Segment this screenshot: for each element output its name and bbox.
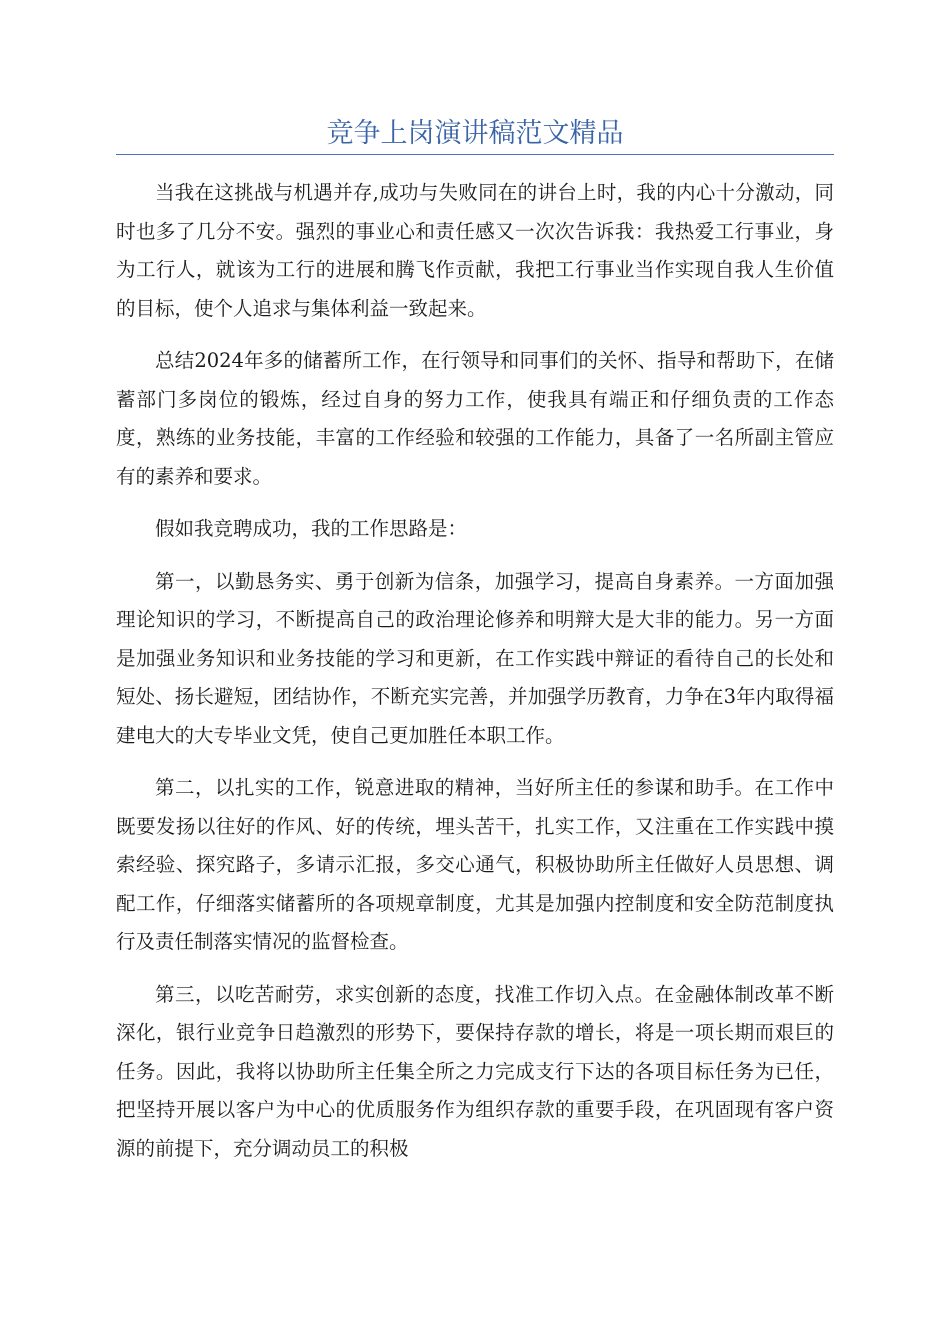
paragraph-3: 假如我竞聘成功，我的工作思路是：	[155, 517, 468, 540]
paragraph-6: 第三，以吃苦耐劳，求实创新的态度，找准工作切入点。在金融体制改革不断深化，银行业竞争日趋激烈的形势下，要保持存款的增长，将是一项长期而艰巨的任务。因此，我将以协助所主任集全所之力完成支行下达的各项目标任务为已任，把坚持开展以客户为中心的优质服务作为组织存款的重要手段，在巩固现有客户资源的前提下，充分调动员工的积极	[116, 982, 834, 1160]
title-divider	[116, 154, 834, 155]
paragraph-4: 第一，以勤恳务实、勇于创新为信条，加强学习，提高自身素养。一方面加强理论知识的学习，不断提高自己的政治理论修养和明辩大是大非的能力。另一方面是加强业务知识和业务技能的学习和更新，在工作实践中辩证的看待自己的长处和短处、扬长避短，团结协作，不断充实完善，并加强学历教育，力争在3年内取得福建电大的大专毕业文凭，使自己更加胜任本职工作。	[116, 569, 834, 747]
document-title: 竞争上岗演讲稿范文精品	[326, 118, 624, 149]
paragraph-1: 当我在这挑战与机遇并存,成功与失败同在的讲台上时，我的内心十分激动，同时也多了几分不安。强烈的事业心和责任感又一次次告诉我：我热爱工行事业，身为工行人，就该为工行的进展和腾飞作贡献，我把工行事业当作实现自我人生价值的目标，使个人追求与集体利益一致起来。	[116, 181, 834, 320]
document-body	[116, 174, 834, 1182]
paragraph-2: 总结2024年多的储蓄所工作，在行领导和同事们的关怀、指导和帮助下，在储蓄部门多岗位的锻炼，经过自身的努力工作，使我具有端正和仔细负责的工作态度，熟练的业务技能，丰富的工作经验和较强的工作能力，具备了一名所副主管应有的素养和要求。	[116, 349, 834, 488]
paragraph-5: 第二，以扎实的工作，锐意进取的精神，当好所主任的参谋和助手。在工作中既要发扬以往好的作风、好的传统，埋头苦干，扎实工作，又注重在工作实践中摸索经验、探究路子，多请示汇报，多交心通气，积极协助所主任做好人员思想、调配工作，仔细落实储蓄所的各项规章制度，尤其是加强内控制度和安全防范制度执行及责任制落实情况的监督检查。	[116, 776, 834, 953]
